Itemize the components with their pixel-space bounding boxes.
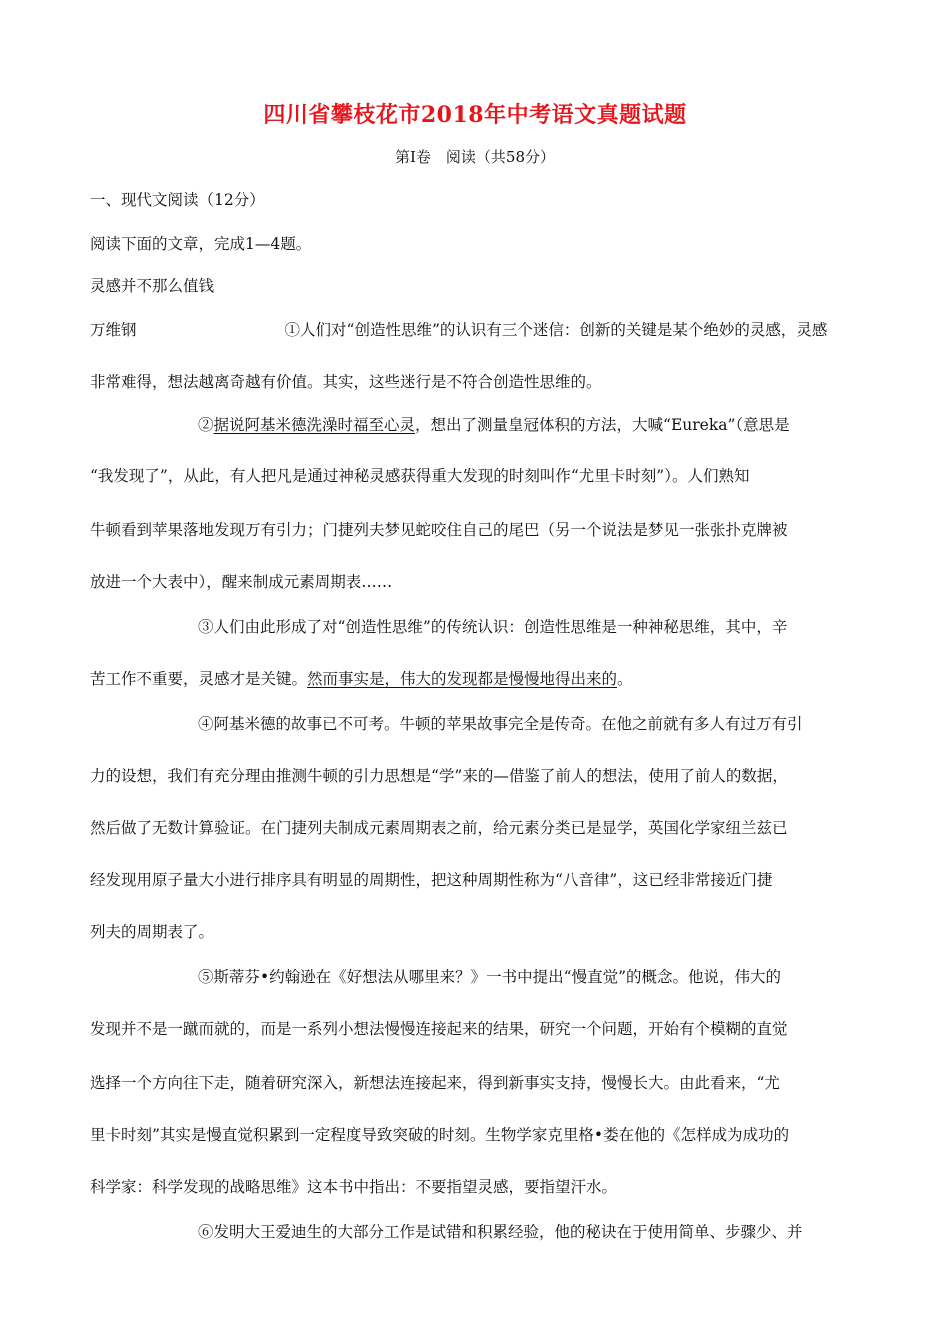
paragraph-6-line-1: ⑥发明大王爱迪生的大部分工作是试错和积累经验，他的秘诀在于使用简单、步骤少、并 [198,1223,803,1241]
paragraph-5-line-5: 科学家：科学发现的战略思维》这本书中指出：不要指望灵感，要指望汗水。 [90,1178,618,1196]
reading-instruction: 阅读下面的文章，完成1—4题。 [90,235,312,253]
paragraph-2-line-1-rest: ，想出了测量皇冠体积的方法，大喊“Eureka”（意思是 [415,416,790,434]
document-title: 四川省攀枝花市2018年中考语文真题试题 [263,102,687,128]
author: 万维钢 [90,321,137,339]
paragraph-4-line-4: 经发现用原子量大小进行排序具有明显的周期性，把这种周期性称为“八音律”，这已经非常接近门捷 [90,871,773,889]
author-and-paragraph-1 [90,318,827,340]
paragraph-4-line-2: 力的设想，我们有充分理由推测牛顿的引力思想是“学”来的—借鉴了前人的想法，使用了前人的数据， [90,767,788,785]
article-title: 灵感并不那么值钱 [90,277,215,295]
paragraph-2-line-4: 放进一个大表中），醒来制成元素周期表…… [90,573,393,591]
underlined-sentence-2: 然而事实是，伟大的发现都是慢慢地得出来的 [307,670,618,688]
paragraph-5-line-1: ⑤斯蒂芬•约翰逊在《好想法从哪里来？》一书中提出“慢直觉”的概念。他说，伟大的 [198,968,781,986]
paragraph-3-line-2-end: 。 [617,670,633,688]
paragraph-5-line-2: 发现并不是一蹴而就的，而是一系列小想法慢慢连接起来的结果，研究一个问题，开始有个模糊的直觉 [90,1020,788,1038]
paragraph-4-line-3: 然后做了无数计算验证。在门捷列夫制成元素周期表之前，给元素分类已是显学，英国化学家纽兰兹已 [90,819,788,837]
section-heading: 一、现代文阅读（12分） [90,191,265,209]
section-subtitle: 第Ⅰ卷 阅读（共58分） [394,148,555,166]
underlined-sentence-1: 据说阿基米德洗澡时福至心灵 [213,416,416,434]
paragraph-1-line-1: ①人们对“创造性思维”的认识有三个迷信：创新的关键是某个绝妙的灵感，灵感 [284,321,828,339]
paragraph-3-line-1: ③人们由此形成了对“创造性思维”的传统认识：创造性思维是一种神秘思维，其中，辛 [198,618,788,636]
paragraph-3-line-2-start: 苦工作不重要，灵感才是关键。 [90,670,308,688]
paragraph-1-line-2: 非常难得，想法越离奇越有价值。其实，这些迷行是不符合创造性思维的。 [90,373,602,391]
paragraph-2-line-1 [198,413,790,435]
paragraph-5-line-4: 里卡时刻”其实是慢直觉积累到一定程度导致突破的时刻。生物学家克里格•娄在他的《怎样成为成功的 [90,1126,790,1144]
paragraph-2-line-3: 牛顿看到苹果落地发现万有引力；门捷列夫梦见蛇咬住自己的尾巴（另一个说法是梦见一张张扑克牌被 [90,521,788,539]
paragraph-4-line-1: ④阿基米德的故事已不可考。牛顿的苹果故事完全是传奇。在他之前就有多人有过万有引 [198,715,803,733]
paragraph-2-number: ② [198,416,214,434]
paragraph-4-line-5: 列夫的周期表了。 [90,923,215,941]
paragraph-5-line-3: 选择一个方向往下走，随着研究深入，新想法连接起来，得到新事实支持，慢慢长大。由此看来，“尤 [90,1074,780,1092]
paragraph-2-line-2: “我发现了”，从此，有人把凡是通过神秘灵感获得重大发现的时刻叫作“尤里卡时刻”）。人们熟知 [90,467,750,485]
paragraph-3-line-2 [90,667,633,689]
